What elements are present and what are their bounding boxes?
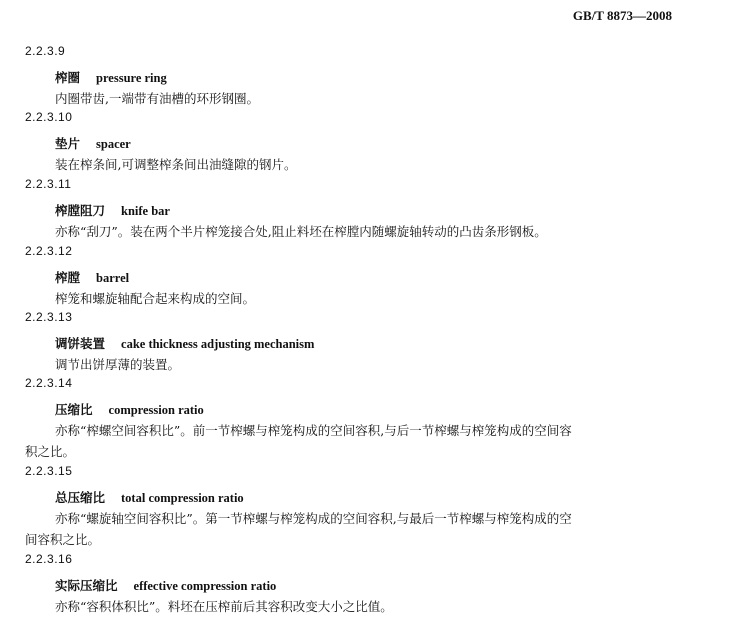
term-chinese: 榨膛阻刀 [55, 203, 106, 218]
term-english: cake thickness adjusting mechanism [121, 337, 315, 351]
term-definition: 亦称“刮刀”。装在两个半片榨笼接合处,阻止料坯在榨膛内随螺旋轴转动的凸齿条形钢板。 [55, 224, 547, 239]
clause-number: 2.2.3.14 [25, 376, 73, 390]
term-heading [55, 201, 170, 219]
term-heading [55, 334, 314, 352]
clause-number: 2.2.3.9 [25, 44, 66, 58]
term-english: compression ratio [108, 403, 204, 417]
term-definition: 装在榨条间,可调整榨条间出油缝隙的钢片。 [55, 157, 297, 172]
clause-number: 2.2.3.16 [25, 552, 73, 566]
term-heading [55, 268, 129, 286]
standard-code: GB/T 8873—2008 [572, 8, 672, 23]
term-heading [55, 68, 167, 86]
term-chinese: 压缩比 [55, 402, 93, 417]
term-definition-continued: 间容积之比。 [25, 532, 101, 547]
term-chinese: 榨膛 [55, 270, 81, 285]
term-chinese: 实际压缩比 [55, 578, 118, 593]
clause-number: 2.2.3.12 [25, 244, 73, 258]
term-chinese: 调饼装置 [55, 336, 106, 351]
term-english: barrel [96, 271, 130, 285]
term-chinese: 垫片 [55, 136, 81, 151]
term-english: pressure ring [96, 71, 167, 85]
term-english: knife bar [121, 204, 170, 218]
term-english: effective compression ratio [133, 579, 277, 593]
term-heading [55, 576, 276, 594]
term-chinese: 榨圈 [55, 70, 81, 85]
clause-number: 2.2.3.13 [25, 310, 73, 324]
term-definition: 榨笼和螺旋轴配合起来构成的空间。 [55, 291, 256, 306]
clause-number: 2.2.3.11 [25, 177, 72, 191]
term-definition: 调节出饼厚薄的装置。 [55, 357, 181, 372]
term-heading [55, 400, 204, 418]
term-chinese: 总压缩比 [55, 490, 106, 505]
term-definition: 亦称“榨螺空间容积比”。前一节榨螺与榨笼构成的空间容积,与后一节榨螺与榨笼构成的空间容 [55, 423, 572, 438]
term-english: spacer [96, 137, 131, 151]
term-heading [55, 488, 244, 506]
term-definition: 内圈带齿,一端带有油槽的环形钢圈。 [55, 91, 259, 106]
clause-number: 2.2.3.10 [25, 110, 73, 124]
term-definition: 亦称“螺旋轴空间容积比”。第一节榨螺与榨笼构成的空间容积,与最后一节榨螺与榨笼构成的空 [55, 511, 572, 526]
term-heading [55, 134, 131, 152]
clause-number: 2.2.3.15 [25, 464, 73, 478]
term-definition: 亦称“容积体积比”。料坯在压榨前后其容积改变大小之比值。 [55, 599, 393, 614]
term-english: total compression ratio [121, 491, 244, 505]
term-definition-continued: 积之比。 [25, 444, 76, 459]
